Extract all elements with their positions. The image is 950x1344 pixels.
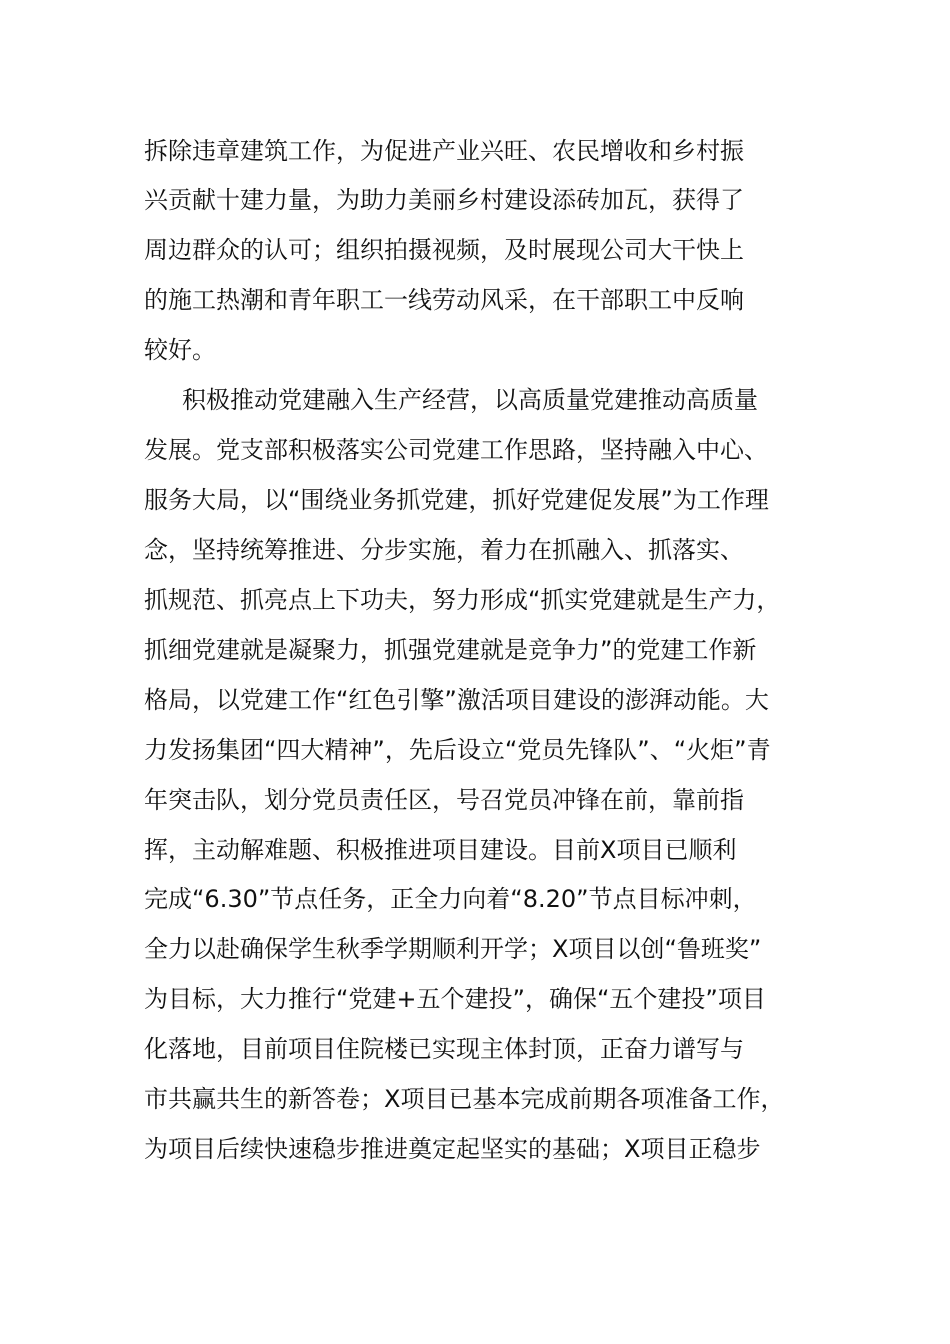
p1-line-2: 兴贡献十建力量，为助力美丽乡村建设添砖加瓦，获得了 xyxy=(144,186,744,214)
p2-line-4: 念，坚持统筹推进、分步实施，着力在抓融入、抓落实、 xyxy=(144,536,744,564)
p1-line-1: 拆除违章建筑工作，为促进产业兴旺、农民增收和乡村振 xyxy=(144,137,744,165)
p1-line-3: 周边群众的认可；组织拍摄视频，及时展现公司大干快上 xyxy=(144,236,744,264)
p2-line-16: 为项目后续快速稳步推进奠定起坚实的基础；X项目正稳步 xyxy=(144,1135,761,1163)
p1-line-4: 的施工热潮和青年职工一线劳动风采，在干部职工中反响 xyxy=(144,286,744,314)
p2-line-8: 力发扬集团“四大精神”，先后设立“党员先锋队”、“火炬”青 xyxy=(144,736,771,764)
p2-line-14: 化落地，目前项目住院楼已实现主体封顶，正奋力谱写与 xyxy=(144,1035,744,1063)
p2-line-9: 年突击队，划分党员责任区，号召党员冲锋在前，靠前指 xyxy=(144,786,744,814)
p1-line-5: 较好。 xyxy=(144,336,216,364)
p2-line-6: 抓细党建就是凝聚力，抓强党建就是竞争力”的党建工作新 xyxy=(144,636,757,664)
p2-line-10: 挥，主动解难题、积极推进项目建设。目前X项目已顺利 xyxy=(144,836,737,864)
p2-line-15: 市共赢共生的新答卷；X项目已基本完成前期各项准备工作， xyxy=(144,1085,785,1113)
p2-line-13: 为目标，大力推行“党建+五个建投”，确保“五个建投”项目 xyxy=(144,985,766,1013)
p2-line-2: 发展。党支部积极落实公司党建工作思路，坚持融入中心、 xyxy=(144,436,768,464)
p2-line-12: 全力以赴确保学生秋季学期顺利开学；X项目以创“鲁班奖” xyxy=(144,935,762,963)
p2-line-3: 服务大局，以“围绕业务抓党建，抓好党建促发展”为工作理 xyxy=(144,486,769,514)
p2-line-5: 抓规范、抓亮点上下功夫，努力形成“抓实党建就是生产力， xyxy=(144,586,781,614)
p2-line-11: 完成“6.30”节点任务，正全力向着“8.20”节点目标冲刺， xyxy=(144,885,757,913)
p2-line-1: 积极推动党建融入生产经营，以高质量党建推动高质量 xyxy=(182,386,758,414)
p2-line-7: 格局，以党建工作“红色引擎”激活项目建设的澎湃动能。大 xyxy=(144,686,769,714)
